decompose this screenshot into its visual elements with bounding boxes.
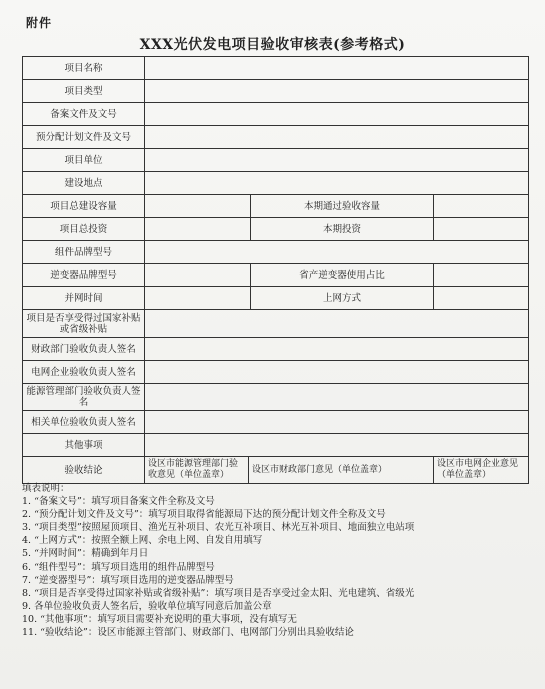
acceptance-form-table — [22, 56, 529, 484]
label-finance-sign: 财政部门验收负责人签名 — [23, 338, 145, 361]
table-row — [23, 57, 529, 80]
label-subsidy: 项目是否享受得过国家补贴或省级补贴 — [23, 310, 145, 338]
note-item: 4. “上网方式”：按照全额上网、余电上网、自发自用填写 — [22, 535, 263, 547]
value-filing-doc[interactable] — [145, 103, 529, 126]
label-project-name: 项目名称 — [23, 57, 145, 80]
table-row — [23, 264, 529, 287]
label-accepted-capacity: 本期通过验收容量 — [251, 195, 434, 218]
label-project-type: 项目类型 — [23, 80, 145, 103]
table-row — [23, 384, 529, 411]
label-current-investment: 本期投资 — [251, 218, 434, 241]
table-row — [23, 361, 529, 384]
attachment-label: 附件 — [26, 16, 53, 30]
opinion-finance[interactable]: 设区市财政部门意见（单位盖章） — [249, 457, 434, 484]
notes-heading: 填表说明： — [22, 483, 70, 494]
note-item: 2. “预分配计划文件及文号”：填写项目取得省能源局下达的预分配计划文件全称及文号 — [22, 509, 386, 521]
value-domestic-inverter-share[interactable] — [434, 264, 529, 287]
label-inverter-brand: 逆变器品牌型号 — [23, 264, 145, 287]
table-row — [23, 195, 529, 218]
label-module-brand: 组件品牌型号 — [23, 241, 145, 264]
table-row — [23, 338, 529, 361]
value-total-capacity[interactable] — [145, 195, 251, 218]
page-title: XXX光伏发电项目验收审核表(参考格式) — [139, 37, 406, 53]
table-row — [23, 241, 529, 264]
value-related-sign[interactable] — [145, 411, 529, 434]
value-project-name[interactable] — [145, 57, 529, 80]
opinion-grid[interactable]: 设区市电网企业意见（单位盖章） — [434, 457, 529, 484]
value-subsidy[interactable] — [145, 310, 529, 338]
note-item: 5. “并网时间”：精确到年月日 — [22, 548, 149, 560]
value-finance-sign[interactable] — [145, 338, 529, 361]
table-row — [23, 411, 529, 434]
label-total-capacity: 项目总建设容量 — [23, 195, 145, 218]
note-item: 10. “其他事项”：填写项目需要补充说明的重大事项，没有填写无 — [22, 613, 297, 625]
label-filing-doc: 备案文件及文号 — [23, 103, 145, 126]
opinion-energy[interactable]: 设区市能源管理部门验收意见（单位盖章） — [145, 457, 249, 484]
label-prealloc-doc: 预分配计划文件及文号 — [23, 126, 145, 149]
value-project-type[interactable] — [145, 80, 529, 103]
table-row — [23, 172, 529, 195]
label-grid-sign: 电网企业验收负责人签名 — [23, 361, 145, 384]
label-domestic-inverter-share: 省产逆变器使用占比 — [251, 264, 434, 287]
label-conclusion: 验收结论 — [23, 457, 145, 484]
value-site[interactable] — [145, 172, 529, 195]
note-item: 9. 各单位验收负责人签名后，验收单位填写同意后加盖公章 — [22, 600, 272, 612]
value-energy-sign[interactable] — [145, 384, 529, 411]
label-other: 其他事项 — [23, 434, 145, 457]
value-grid-sign[interactable] — [145, 361, 529, 384]
label-site: 建设地点 — [23, 172, 145, 195]
fill-instructions — [22, 482, 532, 639]
table-row — [23, 80, 529, 103]
table-row — [23, 126, 529, 149]
table-row — [23, 103, 529, 126]
table-row — [23, 149, 529, 172]
note-item: 1. “备案文号”：填写项目备案文件全称及文号 — [22, 496, 215, 508]
note-item: 3. “项目类型”按照屋顶项目、渔光互补项目、农光互补项目、林光互补项目、地面独立电站项 — [22, 522, 415, 534]
value-accepted-capacity[interactable] — [434, 195, 529, 218]
value-module-brand[interactable] — [145, 241, 529, 264]
label-project-unit: 项目单位 — [23, 149, 145, 172]
table-row — [23, 434, 529, 457]
note-item: 7. “逆变器型号”：填写项目选用的逆变器品牌型号 — [22, 574, 234, 586]
table-row — [23, 457, 529, 484]
table-row — [23, 218, 529, 241]
label-grid-mode: 上网方式 — [251, 287, 434, 310]
value-current-investment[interactable] — [434, 218, 529, 241]
value-grid-mode[interactable] — [434, 287, 529, 310]
note-item: 11. “验收结论”：设区市能源主管部门、财政部门、电网部门分别出具验收结论 — [22, 627, 354, 639]
table-row — [23, 287, 529, 310]
label-energy-sign: 能源管理部门验收负责人签名 — [23, 384, 145, 411]
label-total-investment: 项目总投资 — [23, 218, 145, 241]
note-item: 6. “组件型号”：填写项目选用的组件品牌型号 — [22, 561, 215, 573]
value-grid-time[interactable] — [145, 287, 251, 310]
value-project-unit[interactable] — [145, 149, 529, 172]
value-inverter-brand[interactable] — [145, 264, 251, 287]
value-other[interactable] — [145, 434, 529, 457]
value-prealloc-doc[interactable] — [145, 126, 529, 149]
table-row — [23, 310, 529, 338]
label-grid-time: 并网时间 — [23, 287, 145, 310]
value-total-investment[interactable] — [145, 218, 251, 241]
label-related-sign: 相关单位验收负责人签名 — [23, 411, 145, 434]
note-item: 8. “项目是否享受得过国家补贴或省级补贴”：填写项目是否享受过金太阳、光电建筑、省级光 — [22, 587, 415, 599]
